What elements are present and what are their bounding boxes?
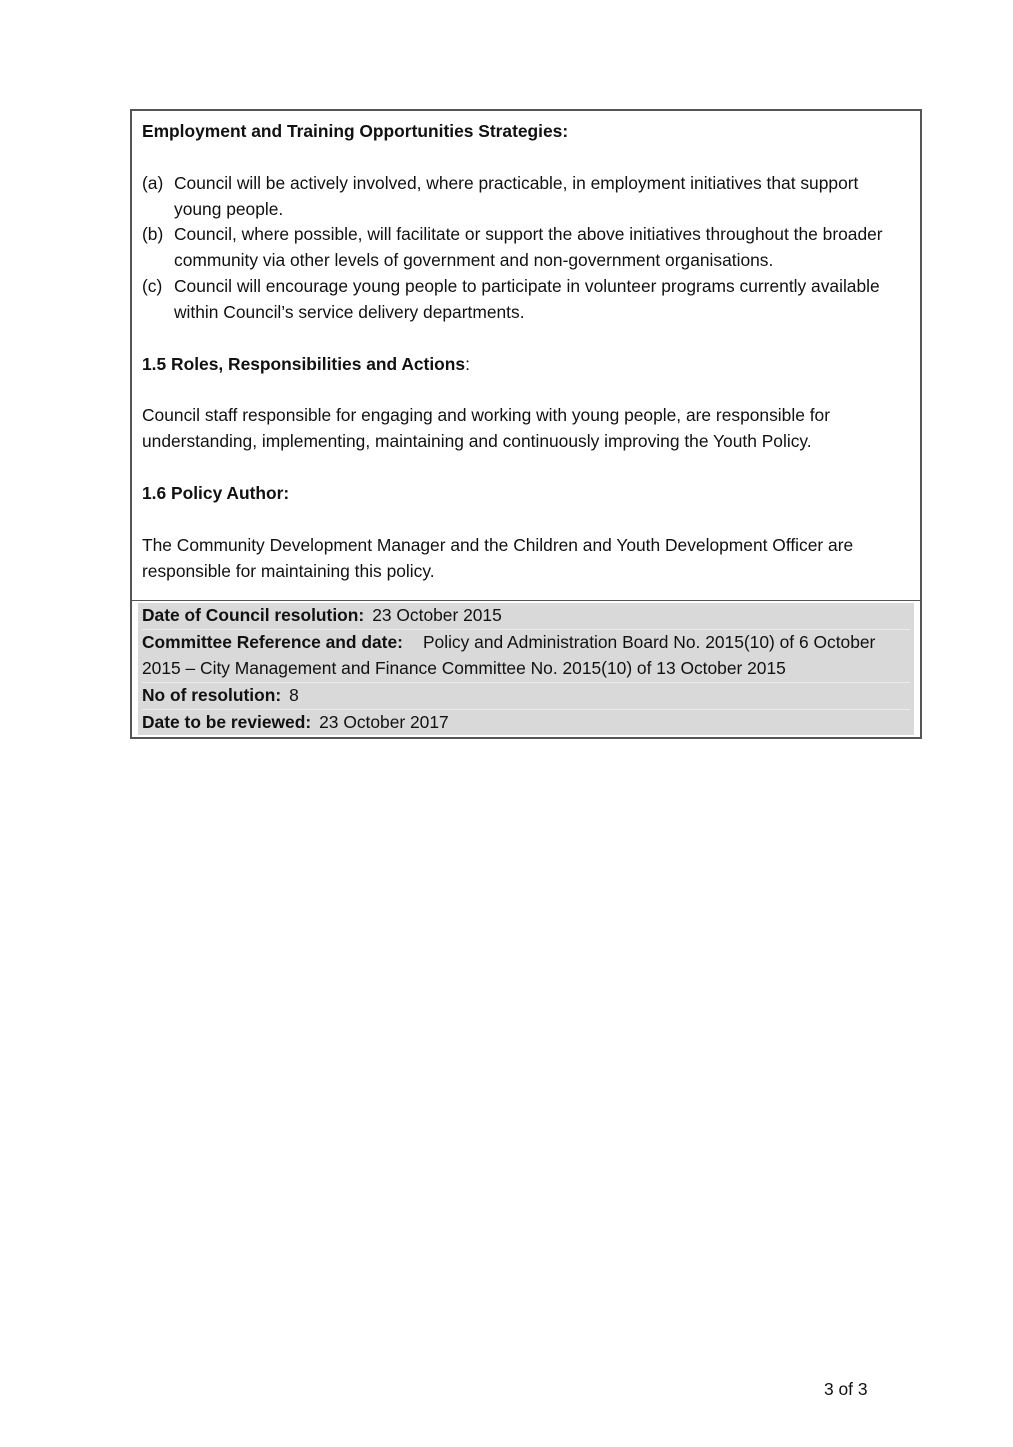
author-text: The Community Development Manager and the Children and Youth Development Officer are responsible for maintaining this policy.: [142, 534, 854, 581]
review-date-value: 23 October 2017: [319, 711, 449, 732]
roles-heading-line: [142, 352, 910, 378]
strategy-item-c: [142, 274, 910, 326]
page-number: 3 of 3: [824, 1379, 868, 1399]
policy-content: [132, 111, 920, 600]
resolution-number-row: [142, 682, 910, 709]
roles-heading-colon: :: [465, 353, 470, 374]
policy-table: [130, 109, 922, 739]
strategy-item-a: [142, 171, 910, 223]
strategy-list: [142, 171, 910, 326]
committee-reference-value: Policy and Administration Board No. 2015(10) of 6 October 2015 – City Management and Finance Committee No. 2015(10) of 13 October 2015: [142, 632, 876, 678]
strategy-text: Council, where possible, will facilitate or support the above initiatives throughout the broader community via other levels of government and non-government organisations.: [174, 224, 883, 271]
committee-reference-label: Committee Reference and date:: [142, 632, 403, 653]
strategy-marker: (a): [142, 172, 164, 193]
strategy-text: Council will be actively involved, where practicable, in employment initiatives that support young people.: [174, 172, 859, 219]
policy-metadata-shaded: [138, 603, 914, 735]
resolution-date-row: [142, 603, 910, 629]
strategy-marker: (b): [142, 224, 164, 245]
roles-text: Council staff responsible for engaging and working with young people, are responsible for understanding, implementing, maintaining and continuously improving the Youth Policy.: [142, 405, 830, 452]
resolution-date-label: Date of Council resolution:: [142, 605, 365, 626]
author-heading: 1.6 Policy Author:: [142, 482, 290, 503]
committee-reference-row: [142, 629, 910, 682]
resolution-date-value: 23 October 2015: [372, 605, 502, 626]
resolution-number-label: No of resolution:: [142, 684, 282, 705]
employment-heading: Employment and Training Opportunities Strategies:: [142, 121, 569, 141]
strategy-item-b: [142, 222, 910, 274]
strategy-text: Council will encourage young people to participate in volunteer programs currently available within Council’s service delivery departments.: [174, 275, 880, 322]
review-date-label: Date to be reviewed:: [142, 711, 312, 732]
resolution-number-value: 8: [289, 684, 299, 705]
policy-metadata: [132, 600, 920, 737]
strategy-marker: (c): [142, 275, 163, 296]
roles-heading: 1.5 Roles, Responsibilities and Actions: [142, 353, 466, 374]
review-date-row: [142, 709, 910, 736]
